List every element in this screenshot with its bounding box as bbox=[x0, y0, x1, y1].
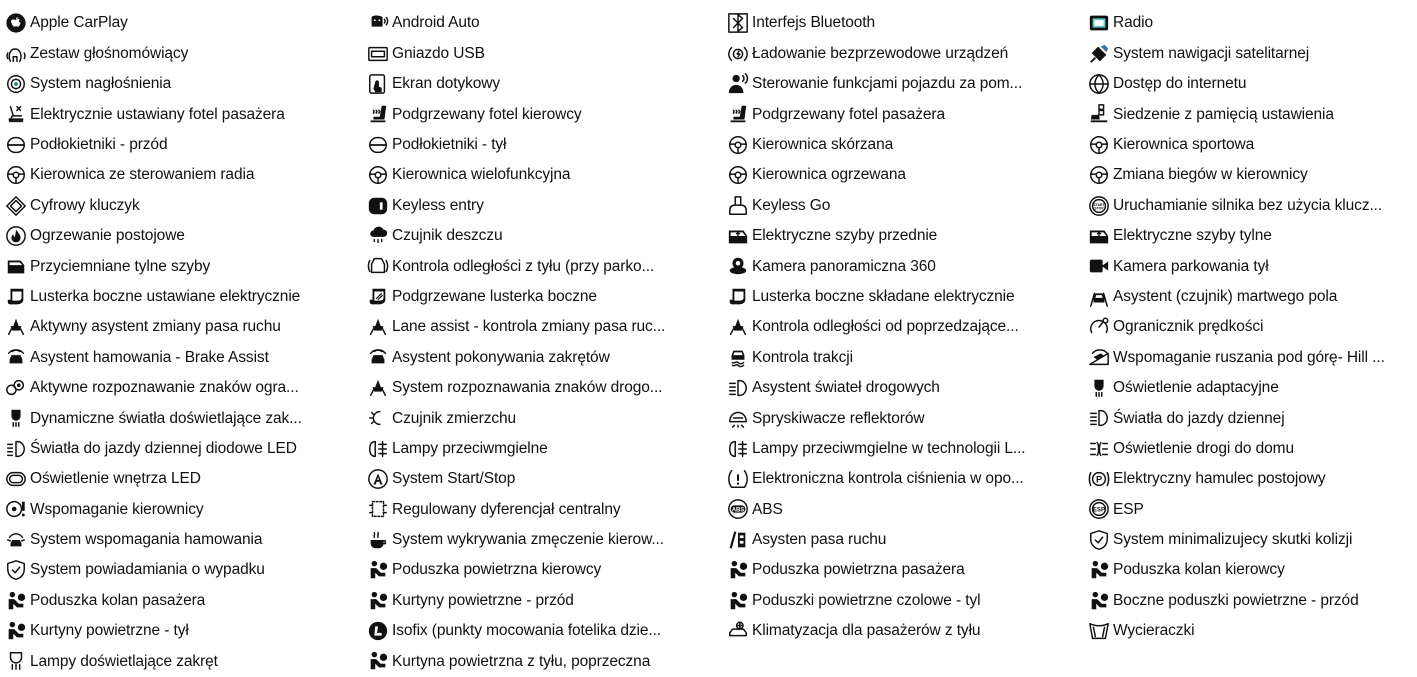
mirror-icon bbox=[5, 286, 27, 308]
airbag-icon bbox=[1088, 590, 1110, 612]
feature-label: Dostęp do internetu bbox=[1113, 75, 1247, 93]
feature-item-kierownica-ze-sterowaniem-radia bbox=[5, 160, 302, 190]
feature-item-swiatla-do-jazdy-dziennej bbox=[1088, 403, 1385, 433]
feature-item-podlokietniki-tyl bbox=[367, 130, 665, 160]
feature-label: Aktywny asystent zmiany pasa ruchu bbox=[30, 318, 281, 336]
shield-check-icon bbox=[1088, 529, 1110, 551]
dusk-sensor-icon bbox=[367, 407, 389, 429]
feature-label: Lampy przeciwmgielne bbox=[392, 439, 548, 457]
feature-item-oswietlenie-adaptacyjne bbox=[1088, 373, 1385, 403]
steering-wheel-icon bbox=[367, 164, 389, 186]
feature-item-klimatyzacja-dla-pasazerow-z-tylu bbox=[727, 616, 1026, 646]
feature-item-system-wspomagania-hamowania bbox=[5, 525, 302, 555]
feature-label: System Start/Stop bbox=[392, 470, 516, 488]
feature-label: Elektryczne szyby przednie bbox=[752, 227, 938, 245]
traffic-sign-icon bbox=[5, 377, 27, 399]
feature-item-aktywny-asystent-zmiany-pasa-ruchu bbox=[5, 312, 302, 342]
start-button-icon bbox=[1088, 195, 1110, 217]
blind-spot-icon bbox=[1088, 286, 1110, 308]
airbag-icon bbox=[5, 590, 27, 612]
airbag-icon bbox=[5, 620, 27, 642]
feature-label: Światła do jazdy dziennej diodowe LED bbox=[30, 439, 297, 457]
handsfree-icon bbox=[5, 43, 27, 65]
isofix-icon bbox=[367, 620, 389, 642]
memory-seat-icon bbox=[1088, 103, 1110, 125]
speaker-icon bbox=[5, 73, 27, 95]
lane-change-icon bbox=[727, 316, 749, 338]
features-column-3 bbox=[727, 8, 1026, 646]
feature-item-zmiana-biegow-w-kierownicy bbox=[1088, 160, 1385, 190]
feature-label: Apple CarPlay bbox=[30, 14, 128, 32]
feature-label: Oświetlenie drogi do domu bbox=[1113, 439, 1295, 457]
feature-item-system-start-stop bbox=[367, 464, 665, 494]
feature-label: Elektroniczna kontrola ciśnienia w opo... bbox=[752, 470, 1024, 488]
feature-label: Keyless Go bbox=[752, 196, 831, 214]
feature-item-kierownica-ogrzewana bbox=[727, 160, 1026, 190]
feature-label: Poduszka powietrzna kierowcy bbox=[392, 561, 602, 579]
feature-item-radio bbox=[1088, 8, 1385, 38]
feature-label: Gniazdo USB bbox=[392, 44, 485, 62]
feature-item-poduszki-powietrzne-czolowe-tyl bbox=[727, 585, 1026, 615]
brake-assist-icon bbox=[5, 346, 27, 368]
feature-item-podgrzewane-lusterka-boczne bbox=[367, 282, 665, 312]
feature-label: Uruchamianie silnika bez użycia klucz... bbox=[1113, 196, 1383, 214]
wiper-icon bbox=[1088, 620, 1110, 642]
camera-360-icon bbox=[727, 255, 749, 277]
tire-pressure-icon bbox=[727, 468, 749, 490]
power-seat-icon bbox=[5, 103, 27, 125]
feature-label: Lampy doświetlające zakręt bbox=[30, 652, 218, 670]
feature-label: ESP bbox=[1113, 500, 1144, 518]
feature-label: Poduszki powietrzne czolowe - tyl bbox=[752, 591, 981, 609]
feature-item-aktywne-rozpoznawanie-znakow-ogra bbox=[5, 373, 302, 403]
feature-label: Kierownica sportowa bbox=[1113, 136, 1255, 153]
feature-label: Lampy przeciwmgielne w technologii L... bbox=[752, 439, 1026, 457]
airbag-icon bbox=[367, 559, 389, 581]
feature-item-wspomaganie-kierownicy bbox=[5, 494, 302, 524]
camera-icon bbox=[1088, 255, 1110, 277]
svg-text:START: START bbox=[1093, 202, 1105, 207]
usb-icon bbox=[367, 43, 389, 65]
tinted-window-icon bbox=[5, 255, 27, 277]
power-steering-icon bbox=[5, 498, 27, 520]
svg-text:STOP: STOP bbox=[1094, 206, 1104, 211]
feature-label: Elektrycznie ustawiany fotel pasażera bbox=[30, 105, 285, 123]
feature-item-cyfrowy-kluczyk bbox=[5, 190, 302, 220]
feature-item-oswietlenie-wnetrza-led bbox=[5, 464, 302, 494]
traction-icon bbox=[727, 346, 749, 368]
feature-label: Cyfrowy kluczyk bbox=[30, 196, 140, 214]
feature-item-poduszka-powietrzna-kierowcy bbox=[367, 555, 665, 585]
feature-label: Podłokietniki - tył bbox=[392, 136, 507, 153]
feature-label: Regulowany dyferencjał centralny bbox=[392, 500, 621, 518]
feature-label: Kamera panoramiczna 360 bbox=[752, 257, 936, 275]
cornering-lamp-icon bbox=[5, 650, 27, 672]
power-window-icon bbox=[727, 225, 749, 247]
feature-label: Asysten pasa ruchu bbox=[752, 531, 887, 549]
feature-label: Spryskiwacze reflektorów bbox=[752, 409, 925, 427]
feature-item-kurtyny-powietrzne-tyl bbox=[5, 616, 302, 646]
feature-label: System nagłośnienia bbox=[30, 75, 172, 93]
feature-label: Podgrzewany fotel kierowcy bbox=[392, 105, 582, 123]
feature-item-siedzenie-z-pamiecia-ustawienia bbox=[1088, 99, 1385, 129]
feature-item-android-auto bbox=[367, 8, 665, 38]
feature-label: Elektryczny hamulec postojowy bbox=[1113, 470, 1326, 488]
high-beam-icon bbox=[727, 377, 749, 399]
feature-item-oswietlenie-drogi-do-domu bbox=[1088, 433, 1385, 463]
features-column-2 bbox=[367, 8, 665, 677]
steering-wheel-icon bbox=[1088, 134, 1110, 156]
feature-item-dostep-do-internetu bbox=[1088, 69, 1385, 99]
feature-item-kamera-parkowania-tyl bbox=[1088, 251, 1385, 281]
feature-label: Kontrola trakcji bbox=[752, 348, 853, 366]
feature-label: Poduszka powietrzna pasażera bbox=[752, 561, 965, 579]
airbag-icon bbox=[727, 590, 749, 612]
esp-icon bbox=[1088, 498, 1110, 520]
feature-label: Kurtyny powietrzne - tył bbox=[30, 622, 189, 640]
feature-item-swiatla-do-jazdy-dziennej-diodowe-led bbox=[5, 433, 302, 463]
feature-label: Podłokietniki - przód bbox=[30, 136, 168, 153]
feature-label: Ogranicznik prędkości bbox=[1113, 318, 1264, 336]
feature-label: Poduszka kolan pasażera bbox=[30, 591, 206, 609]
fog-lamp-icon bbox=[367, 438, 389, 460]
globe-icon bbox=[1088, 73, 1110, 95]
feature-label: Kierownica ze sterowaniem radia bbox=[30, 166, 255, 184]
feature-item-poduszka-powietrzna-pasazera bbox=[727, 555, 1026, 585]
feature-label: Przyciemniane tylne szyby bbox=[30, 257, 211, 275]
feature-label: System rozpoznawania znaków drogo... bbox=[392, 379, 663, 397]
svg-text:ABS: ABS bbox=[731, 507, 745, 514]
led-light-icon bbox=[5, 438, 27, 460]
feature-item-kurtyny-powietrzne-przod bbox=[367, 585, 665, 615]
feature-item-asystent-hamowania-brake-assist bbox=[5, 342, 302, 372]
differential-icon bbox=[367, 498, 389, 520]
feature-item-zestaw-glosnomowiacy bbox=[5, 38, 302, 68]
start-stop-icon bbox=[367, 468, 389, 490]
feature-label: Asystent świateł drogowych bbox=[752, 379, 940, 397]
feature-label: Klimatyzacja dla pasażerów z tyłu bbox=[752, 622, 981, 640]
feature-item-ogrzewanie-postojowe bbox=[5, 221, 302, 251]
feature-label: Asystent hamowania - Brake Assist bbox=[30, 348, 269, 366]
feature-item-esp bbox=[1088, 494, 1385, 524]
steering-wheel-icon bbox=[727, 164, 749, 186]
abs-icon bbox=[727, 498, 749, 520]
brake-assist-icon bbox=[367, 346, 389, 368]
lamp-icon bbox=[5, 407, 27, 429]
feature-label: Dynamiczne światła doświetlające zak... bbox=[30, 409, 302, 427]
feature-label: Asystent (czujnik) martwego pola bbox=[1113, 287, 1338, 305]
feature-label: Lusterka boczne składane elektrycznie bbox=[752, 287, 1015, 305]
feature-label: Oświetlenie adaptacyjne bbox=[1113, 379, 1279, 397]
feature-label: ABS bbox=[752, 500, 783, 518]
feature-label: Kierownica wielofunkcyjna bbox=[392, 166, 571, 184]
airbag-icon bbox=[367, 650, 389, 672]
feature-item-elektrycznie-ustawiany-fotel-pasazera bbox=[5, 99, 302, 129]
feature-label: Lane assist - kontrola zmiany pasa ruc... bbox=[392, 318, 666, 336]
feature-label: Podgrzewane lusterka boczne bbox=[392, 287, 597, 305]
feature-label: Czujnik deszczu bbox=[392, 227, 503, 245]
features-column-4 bbox=[1088, 8, 1385, 646]
shield-check-icon bbox=[5, 559, 27, 581]
feature-item-lusterka-boczne-ustawiane-elektrycznie bbox=[5, 282, 302, 312]
high-beam-icon bbox=[1088, 407, 1110, 429]
satellite-icon bbox=[1088, 43, 1110, 65]
feature-item-kontrola-trakcji bbox=[727, 342, 1026, 372]
feature-item-ladowanie-bezprzewodowe-urzadzen bbox=[727, 38, 1026, 68]
feature-item-system-rozpoznawania-znakow-drogo bbox=[367, 373, 665, 403]
feature-label: Keyless entry bbox=[392, 196, 484, 214]
feature-label: Kierownica ogrzewana bbox=[752, 166, 906, 184]
lane-assist-icon bbox=[727, 529, 749, 551]
parking-brake-icon bbox=[1088, 468, 1110, 490]
heated-seat-icon bbox=[727, 103, 749, 125]
feature-item-czujnik-zmierzchu bbox=[367, 403, 665, 433]
feature-item-podgrzewany-fotel-kierowcy bbox=[367, 99, 665, 129]
feature-label: Kamera parkowania tył bbox=[1113, 257, 1269, 275]
feature-item-sterowanie-funkcjami-pojazdu-za-pom bbox=[727, 69, 1026, 99]
feature-label: Ekran dotykowy bbox=[392, 75, 501, 93]
feature-item-gniazdo-usb bbox=[367, 38, 665, 68]
feature-item-podlokietniki-przod bbox=[5, 130, 302, 160]
parking-heater-icon bbox=[5, 225, 27, 247]
fog-lamp-icon bbox=[727, 438, 749, 460]
feature-item-keyless-go bbox=[727, 190, 1026, 220]
digital-key-icon bbox=[5, 195, 27, 217]
airbag-icon bbox=[367, 590, 389, 612]
feature-label: Isofix (punkty mocowania fotelika dzie... bbox=[392, 622, 661, 640]
feature-label: System nawigacji satelitarnej bbox=[1113, 44, 1310, 62]
feature-label: Kontrola odległości od poprzedzające... bbox=[752, 318, 1019, 336]
feature-item-spryskiwacze-reflektorow bbox=[727, 403, 1026, 433]
feature-item-lampy-przeciwmgielne bbox=[367, 433, 665, 463]
svg-text:ESP: ESP bbox=[1093, 507, 1105, 514]
feature-item-elektroniczna-kontrola-cisnienia-w-opo bbox=[727, 464, 1026, 494]
feature-label: Kontrola odległości z tyłu (przy parko... bbox=[392, 257, 655, 275]
feature-item-system-minimalizujecy-skutki-kolizji bbox=[1088, 525, 1385, 555]
feature-item-ogranicznik-predkosci bbox=[1088, 312, 1385, 342]
home-light-icon bbox=[1088, 438, 1110, 460]
feature-label: Oświetlenie wnętrza LED bbox=[30, 470, 201, 488]
interior-light-icon bbox=[5, 468, 27, 490]
steering-wheel-icon bbox=[5, 164, 27, 186]
feature-item-boczne-poduszki-powietrzne-przod bbox=[1088, 585, 1385, 615]
feature-item-keyless-entry bbox=[367, 190, 665, 220]
apple-icon bbox=[5, 12, 27, 34]
steering-wheel-icon bbox=[727, 134, 749, 156]
feature-item-system-naglosnienia bbox=[5, 69, 302, 99]
feature-label: Asystent pokonywania zakrętów bbox=[392, 348, 610, 366]
heated-mirror-icon bbox=[367, 286, 389, 308]
heated-seat-icon bbox=[367, 103, 389, 125]
feature-label: Siedzenie z pamięcią ustawienia bbox=[1113, 105, 1334, 123]
feature-label: Zmiana biegów w kierownicy bbox=[1113, 166, 1308, 184]
feature-item-kontrola-odleglosci-z-tylu-przy-parko bbox=[367, 251, 665, 281]
feature-label: Interfejs Bluetooth bbox=[752, 14, 876, 32]
feature-label: Lusterka boczne ustawiane elektrycznie bbox=[30, 287, 301, 305]
feature-label: Ładowanie bezprzewodowe urządzeń bbox=[752, 44, 1009, 62]
feature-item-kierownica-wielofunkcyjna bbox=[367, 160, 665, 190]
feature-item-poduszka-kolan-pasazera bbox=[5, 585, 302, 615]
wireless-charging-icon bbox=[727, 43, 749, 65]
feature-item-regulowany-dyferencjal-centralny bbox=[367, 494, 665, 524]
feature-item-interfejs-bluetooth bbox=[727, 8, 1026, 38]
feature-item-kierownica-skorzana bbox=[727, 130, 1026, 160]
lamp-icon bbox=[1088, 377, 1110, 399]
speed-limiter-icon bbox=[1088, 316, 1110, 338]
feature-item-przyciemniane-tylne-szyby bbox=[5, 251, 302, 281]
feature-item-lane-assist-kontrola-zmiany-pasa-ruc bbox=[367, 312, 665, 342]
armrest-icon bbox=[5, 134, 27, 156]
feature-item-lampy-przeciwmgielne-w-technologii-l bbox=[727, 433, 1026, 463]
feature-item-podgrzewany-fotel-pasazera bbox=[727, 99, 1026, 129]
feature-label: Android Auto bbox=[392, 14, 480, 32]
feature-item-kierownica-sportowa bbox=[1088, 130, 1385, 160]
airbag-icon bbox=[1088, 559, 1110, 581]
feature-item-lusterka-boczne-skladane-elektrycznie bbox=[727, 282, 1026, 312]
lane-change-icon bbox=[367, 316, 389, 338]
bluetooth-icon bbox=[727, 12, 749, 34]
feature-item-asystent-czujnik-martwego-pola bbox=[1088, 282, 1385, 312]
feature-label: Aktywne rozpoznawanie znaków ogra... bbox=[30, 379, 299, 397]
feature-item-system-wykrywania-zmeczenie-kierow bbox=[367, 525, 665, 555]
feature-label: Czujnik zmierzchu bbox=[392, 409, 517, 427]
feature-label: Wspomaganie kierownicy bbox=[30, 500, 204, 518]
feature-label: Wycieraczki bbox=[1113, 622, 1195, 640]
brake-system-icon bbox=[5, 529, 27, 551]
feature-item-poduszka-kolan-kierowcy bbox=[1088, 555, 1385, 585]
feature-item-ekran-dotykowy bbox=[367, 69, 665, 99]
features-column-1 bbox=[5, 8, 302, 677]
feature-label: Poduszka kolan kierowcy bbox=[1113, 561, 1285, 579]
feature-item-elektryczny-hamulec-postojowy bbox=[1088, 464, 1385, 494]
android-icon bbox=[367, 12, 389, 34]
lane-change-icon bbox=[367, 377, 389, 399]
keyless-entry-icon bbox=[367, 195, 389, 217]
feature-item-system-powiadamiania-o-wypadku bbox=[5, 555, 302, 585]
parking-sensor-icon bbox=[367, 255, 389, 277]
feature-item-kamera-panoramiczna-360 bbox=[727, 251, 1026, 281]
feature-label: Ogrzewanie postojowe bbox=[30, 227, 185, 245]
feature-item-wycieraczki bbox=[1088, 616, 1385, 646]
headlight-washer-icon bbox=[727, 407, 749, 429]
feature-label: Zestaw głośnomówiący bbox=[30, 44, 189, 62]
feature-item-asysten-pasa-ruchu bbox=[727, 525, 1026, 555]
feature-item-abs bbox=[727, 494, 1026, 524]
keyless-go-icon bbox=[727, 195, 749, 217]
airbag-icon bbox=[727, 559, 749, 581]
armrest-icon bbox=[367, 134, 389, 156]
feature-item-wspomaganie-ruszania-pod-gore-hill bbox=[1088, 342, 1385, 372]
feature-item-dynamiczne-swiatla-doswietlajace-zak bbox=[5, 403, 302, 433]
feature-label: Wspomaganie ruszania pod górę- Hill ... bbox=[1113, 348, 1385, 366]
feature-item-lampy-doswietlajace-zakret bbox=[5, 646, 302, 676]
rear-ac-icon bbox=[727, 620, 749, 642]
feature-item-asystent-swiatel-drogowych bbox=[727, 373, 1026, 403]
rain-sensor-icon bbox=[367, 225, 389, 247]
lane-change-icon bbox=[5, 316, 27, 338]
feature-item-uruchamianie-silnika-bez-uzycia-klucz bbox=[1088, 190, 1385, 220]
mirror-icon bbox=[727, 286, 749, 308]
feature-label: Kierownica skórzana bbox=[752, 136, 894, 153]
feature-item-elektryczne-szyby-tylne bbox=[1088, 221, 1385, 251]
feature-item-kurtyna-powietrzna-z-tylu-poprzeczna bbox=[367, 646, 665, 676]
feature-label: Radio bbox=[1113, 14, 1153, 32]
feature-item-asystent-pokonywania-zakretow bbox=[367, 342, 665, 372]
feature-label: Podgrzewany fotel pasażera bbox=[752, 105, 945, 123]
coffee-icon bbox=[367, 529, 389, 551]
feature-label: Boczne poduszki powietrzne - przód bbox=[1113, 591, 1359, 609]
feature-label: System wspomagania hamowania bbox=[30, 531, 263, 549]
feature-item-kontrola-odleglosci-od-poprzedzajace bbox=[727, 312, 1026, 342]
touchscreen-icon bbox=[367, 73, 389, 95]
feature-item-apple-carplay bbox=[5, 8, 302, 38]
feature-item-system-nawigacji-satelitarnej bbox=[1088, 38, 1385, 68]
feature-label: Kurtyna powietrzna z tyłu, poprzeczna bbox=[392, 652, 651, 670]
feature-label: System powiadamiania o wypadku bbox=[30, 561, 265, 579]
steering-wheel-icon bbox=[1088, 164, 1110, 186]
feature-label: Światła do jazdy dziennej bbox=[1113, 409, 1285, 427]
feature-label: System wykrywania zmęczenie kierow... bbox=[392, 531, 664, 549]
feature-item-elektryczne-szyby-przednie bbox=[727, 221, 1026, 251]
feature-item-czujnik-deszczu bbox=[367, 221, 665, 251]
feature-label: Sterowanie funkcjami pojazdu za pom... bbox=[752, 75, 1023, 93]
power-window-icon bbox=[1088, 225, 1110, 247]
feature-item-isofix-punkty-mocowania-fotelika-dzie bbox=[367, 616, 665, 646]
svg-text:P: P bbox=[1095, 474, 1103, 485]
voice-control-icon bbox=[727, 73, 749, 95]
hill-assist-icon bbox=[1088, 346, 1110, 368]
feature-label: Elektryczne szyby tylne bbox=[1113, 227, 1272, 245]
radio-icon bbox=[1088, 12, 1110, 34]
feature-label: System minimalizujecy skutki kolizji bbox=[1113, 531, 1353, 549]
feature-label: Kurtyny powietrzne - przód bbox=[392, 591, 574, 609]
